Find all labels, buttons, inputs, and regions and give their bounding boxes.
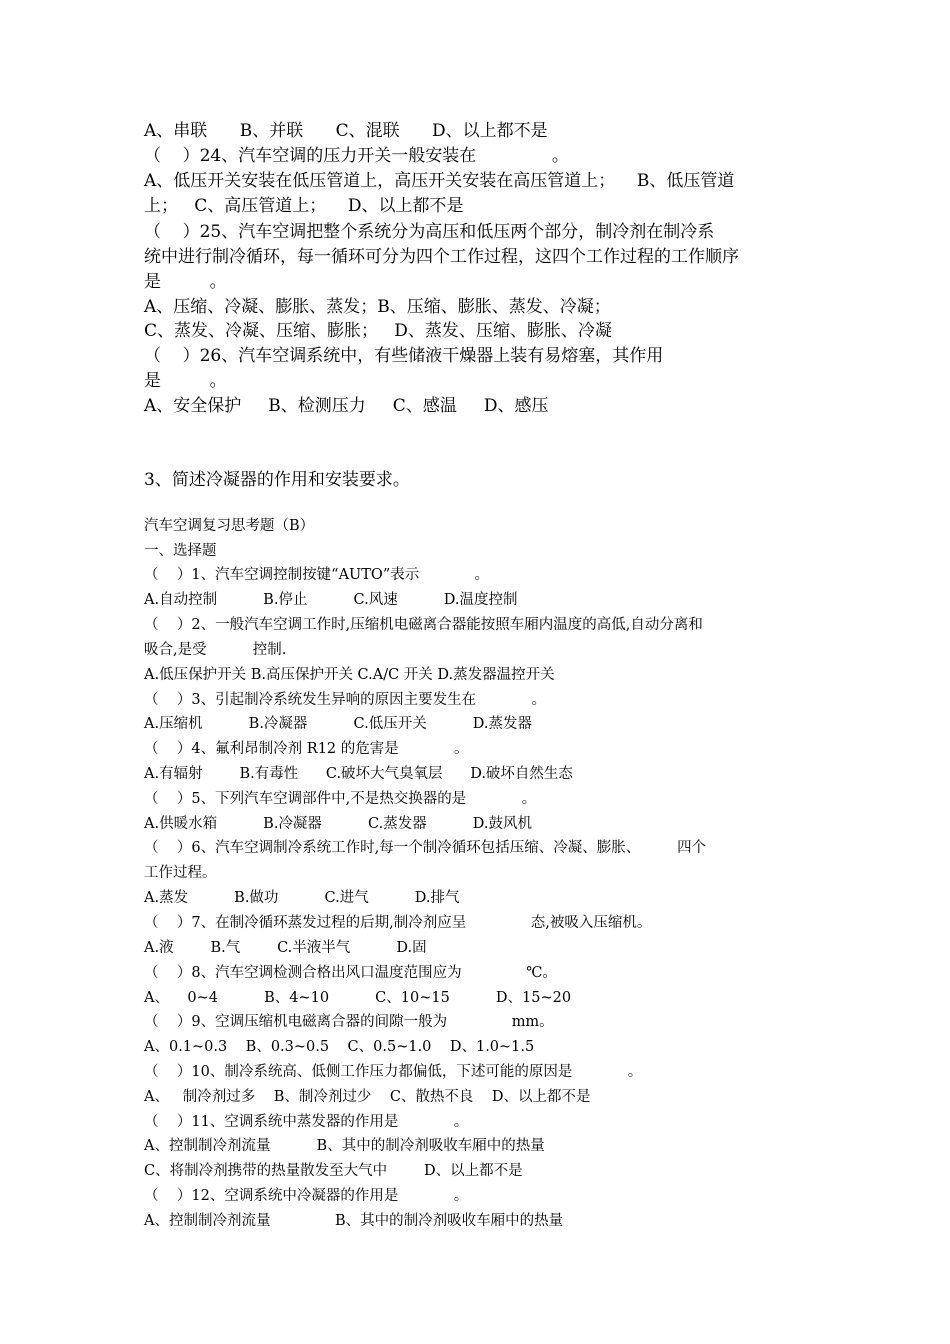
part1-line-4: （ ）25、汽车空调把整个系统分为高压和低压两个部分，制冷剂在制冷系 [144, 222, 715, 242]
part2-line-16: （ ）7、在制冷循环蒸发过程的后期,制冷剂应呈 态,被吸入压缩机。 [144, 915, 652, 931]
part2-line-19: A、 0~4 B、4~10 C、10~15 D、15~20 [144, 990, 572, 1006]
part2-line-1: 一、选择题 [144, 543, 217, 559]
part2-line-17: A.液 B.气 C.半液半气 D.固 [144, 940, 427, 956]
part1-line-1: （ ）24、汽车空调的压力开关一般安装在 。 [144, 146, 569, 166]
part1-line-5: 统中进行制冷循环，每一循环可分为四个工作过程，这四个工作过程的工作顺序 [144, 247, 739, 267]
part2-line-5: 吸合,是受 控制. [144, 642, 287, 658]
part2-line-10: A.有辐射 B.有毒性 C.破坏大气臭氧层 D.破坏自然生态 [144, 766, 573, 782]
part2-line-6: A.低压保护开关 B.高压保护开关 C.A/C 开关 D.蒸发器温控开关 [144, 667, 555, 683]
part2-line-28: A、控制制冷剂流量 B、其中的制冷剂吸收车厢中的热量 [144, 1213, 564, 1229]
part1-line-12: 3、简述冷凝器的作用和安装要求。 [144, 470, 410, 490]
part2-line-8: A.压缩机 B.冷凝器 C.低压开关 D.蒸发器 [144, 716, 533, 732]
part2-line-9: （ ）4、氟利昂制冷剂 R12 的危害是 。 [144, 741, 469, 757]
part2-line-25: A、控制制冷剂流量 B、其中的制冷剂吸收车厢中的热量 [144, 1138, 545, 1154]
part2-line-26: C、将制冷剂携带的热量散发至大气中 D、以上都不是 [144, 1163, 523, 1179]
part2-line-2: （ ）1、汽车空调控制按键“AUTO”表示 。 [144, 567, 490, 583]
part2-line-21: A、0.1~0.3 B、0.3~0.5 C、0.5~1.0 D、1.0~1.5 [144, 1039, 535, 1055]
part2-line-15: A.蒸发 B.做功 C.进气 D.排气 [144, 890, 460, 906]
part1-line-3: 上； C、高压管道上； D、以上都不是 [144, 196, 464, 216]
part2-line-27: （ ）12、空调系统中冷凝器的作用是 。 [144, 1188, 469, 1204]
part2-line-12: A.供暖水箱 B.冷凝器 C.蒸发器 D.鼓风机 [144, 816, 533, 832]
part2-line-14: 工作过程。 [144, 865, 217, 881]
part2-line-18: （ ）8、汽车空调检测合格出风口温度范围应为 ℃。 [144, 965, 557, 981]
part1-line-7: A、压缩、冷凝、膨胀、蒸发；B、压缩、膨胀、蒸发、冷凝； [144, 297, 611, 317]
part2-line-20: （ ）9、空调压缩机电磁离合器的间隙一般为 mm。 [144, 1014, 554, 1030]
part2-line-4: （ ）2、一般汽车空调工作时,压缩机电磁离合器能按照车厢内温度的高低,自动分离和 [144, 617, 703, 633]
part1-line-0: A、串联 B、并联 C、混联 D、以上都不是 [144, 121, 548, 141]
part1-line-10: 是 。 [144, 371, 227, 391]
part2-line-24: （ ）11、空调系统中蒸发器的作用是 。 [144, 1114, 469, 1130]
part1-line-9: （ ）26、汽车空调系统中，有些储液干燥器上装有易熔塞，其作用 [144, 346, 664, 366]
part2-line-13: （ ）6、汽车空调制冷系统工作时,每一个制冷循环包括压缩、冷凝、膨胀、 四个 [144, 840, 707, 856]
part2-line-22: （ ）10、制冷系统高、低侧工作压力都偏低，下述可能的原因是 。 [144, 1064, 643, 1080]
part1-line-6: 是 。 [144, 272, 227, 292]
part2-line-7: （ ）3、引起制冷系统发生异响的原因主要发生在 。 [144, 692, 546, 708]
part2-line-0: 汽车空调复习思考题（B） [144, 518, 315, 534]
part1-line-11: A、安全保护 B、检测压力 C、感温 D、感压 [144, 396, 549, 416]
part2-line-11: （ ）5、下列汽车空调部件中,不是热交换器的是 。 [144, 791, 537, 807]
part2-line-3: A.自动控制 B.停止 C.风速 D.温度控制 [144, 592, 518, 608]
part2-line-23: A、 制冷剂过多 B、制冷剂过少 C、散热不良 D、以上都不是 [144, 1089, 591, 1105]
part1-line-2: A、低压开关安装在低压管道上，高压开关安装在高压管道上； B、低压管道 [144, 171, 735, 191]
part1-line-8: C、蒸发、冷凝、压缩、膨胀； D、蒸发、压缩、膨胀、冷凝 [144, 321, 612, 341]
